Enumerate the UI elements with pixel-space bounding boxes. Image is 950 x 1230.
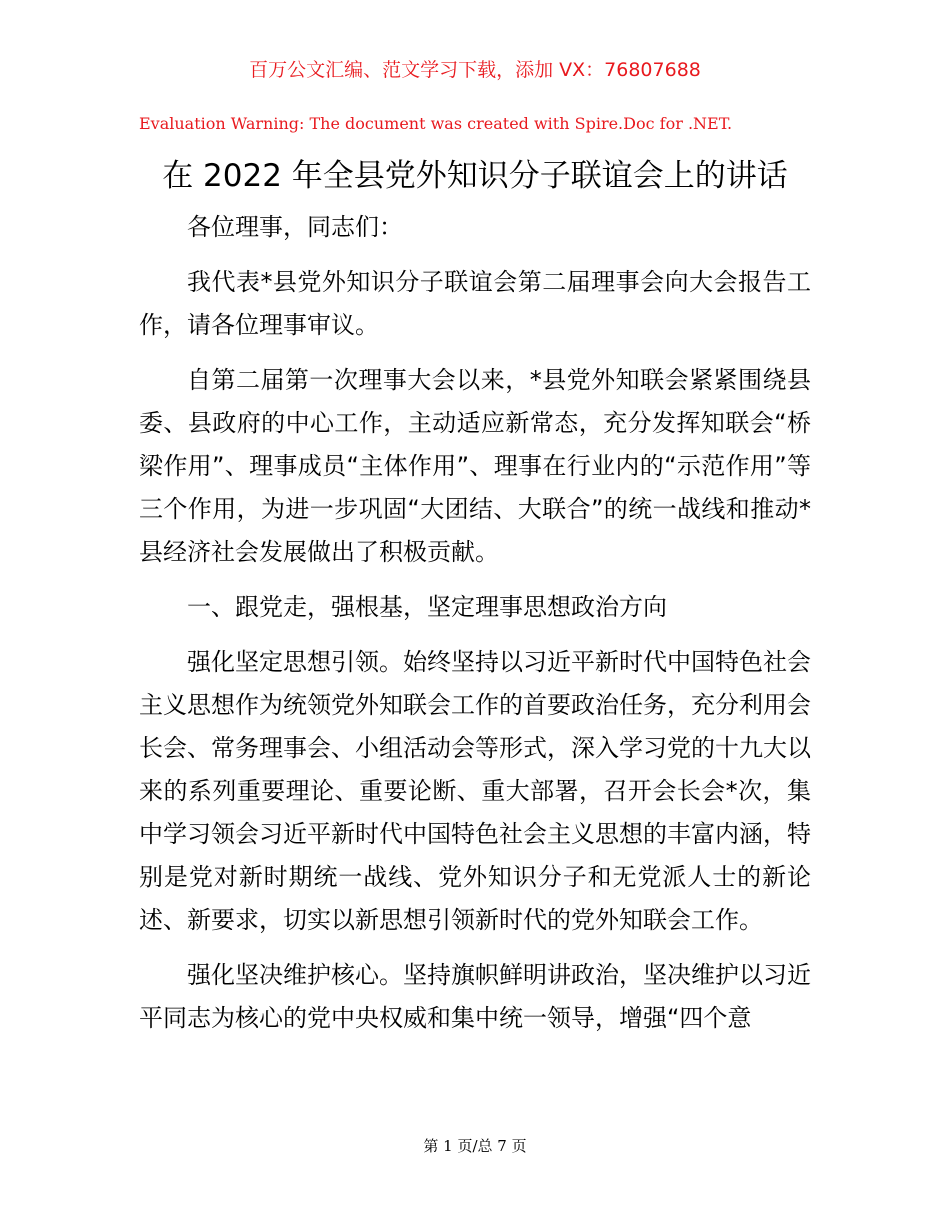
paragraph-greeting: 各位理事，同志们： (187, 213, 403, 241)
paragraph: 自第二届第一次理事大会以来，*县党外知联会紧紧围绕县委、县政府的中心工作，主动适应新常态，充分发挥知联会“桥梁作用”、理事成员“主体作用”、理事在行业内的“示范作用”等三个作用，为进一步巩固“大团结、大联合”的统一战线和推动*县经济社会发展做出了积极贡献。 (139, 366, 811, 566)
evaluation-warning: Evaluation Warning: The document was created with Spire.Doc for .NET. (139, 114, 733, 133)
paragraph: 强化坚定思想引领。始终坚持以习近平新时代中国特色社会主义思想作为统领党外知联会工作的首要政治任务，充分利用会长会、常务理事会、小组活动会等形式，深入学习党的十九大以来的系列重要理论、重要论断、重大部署，召开会长会*次，集中学习领会习近平新时代中国特色社会主义思想的丰富内涵，特别是党对新时期统一战线、党外知识分子和无党派人士的新论述、新要求，切实以新思想引领新时代的党外知联会工作。 (139, 648, 811, 934)
page-footer: 第 1 页/总 7 页 (423, 1137, 527, 1155)
document-title: 在 2022 年全县党外知识分子联谊会上的讲话 (162, 158, 788, 194)
promo-header: 百万公文汇编、范文学习下载，添加 VX：76807688 (249, 59, 701, 81)
paragraph: 强化坚决维护核心。坚持旗帜鲜明讲政治，坚决维护以习近平同志为核心的党中央权威和集中统一领导，增强“四个意 (139, 961, 811, 1032)
paragraph: 我代表*县党外知识分子联谊会第二届理事会向大会报告工作，请各位理事审议。 (139, 268, 811, 339)
section-heading: 一、跟党走，强根基，坚定理事思想政治方向 (187, 593, 667, 621)
document-body (139, 206, 811, 1052)
